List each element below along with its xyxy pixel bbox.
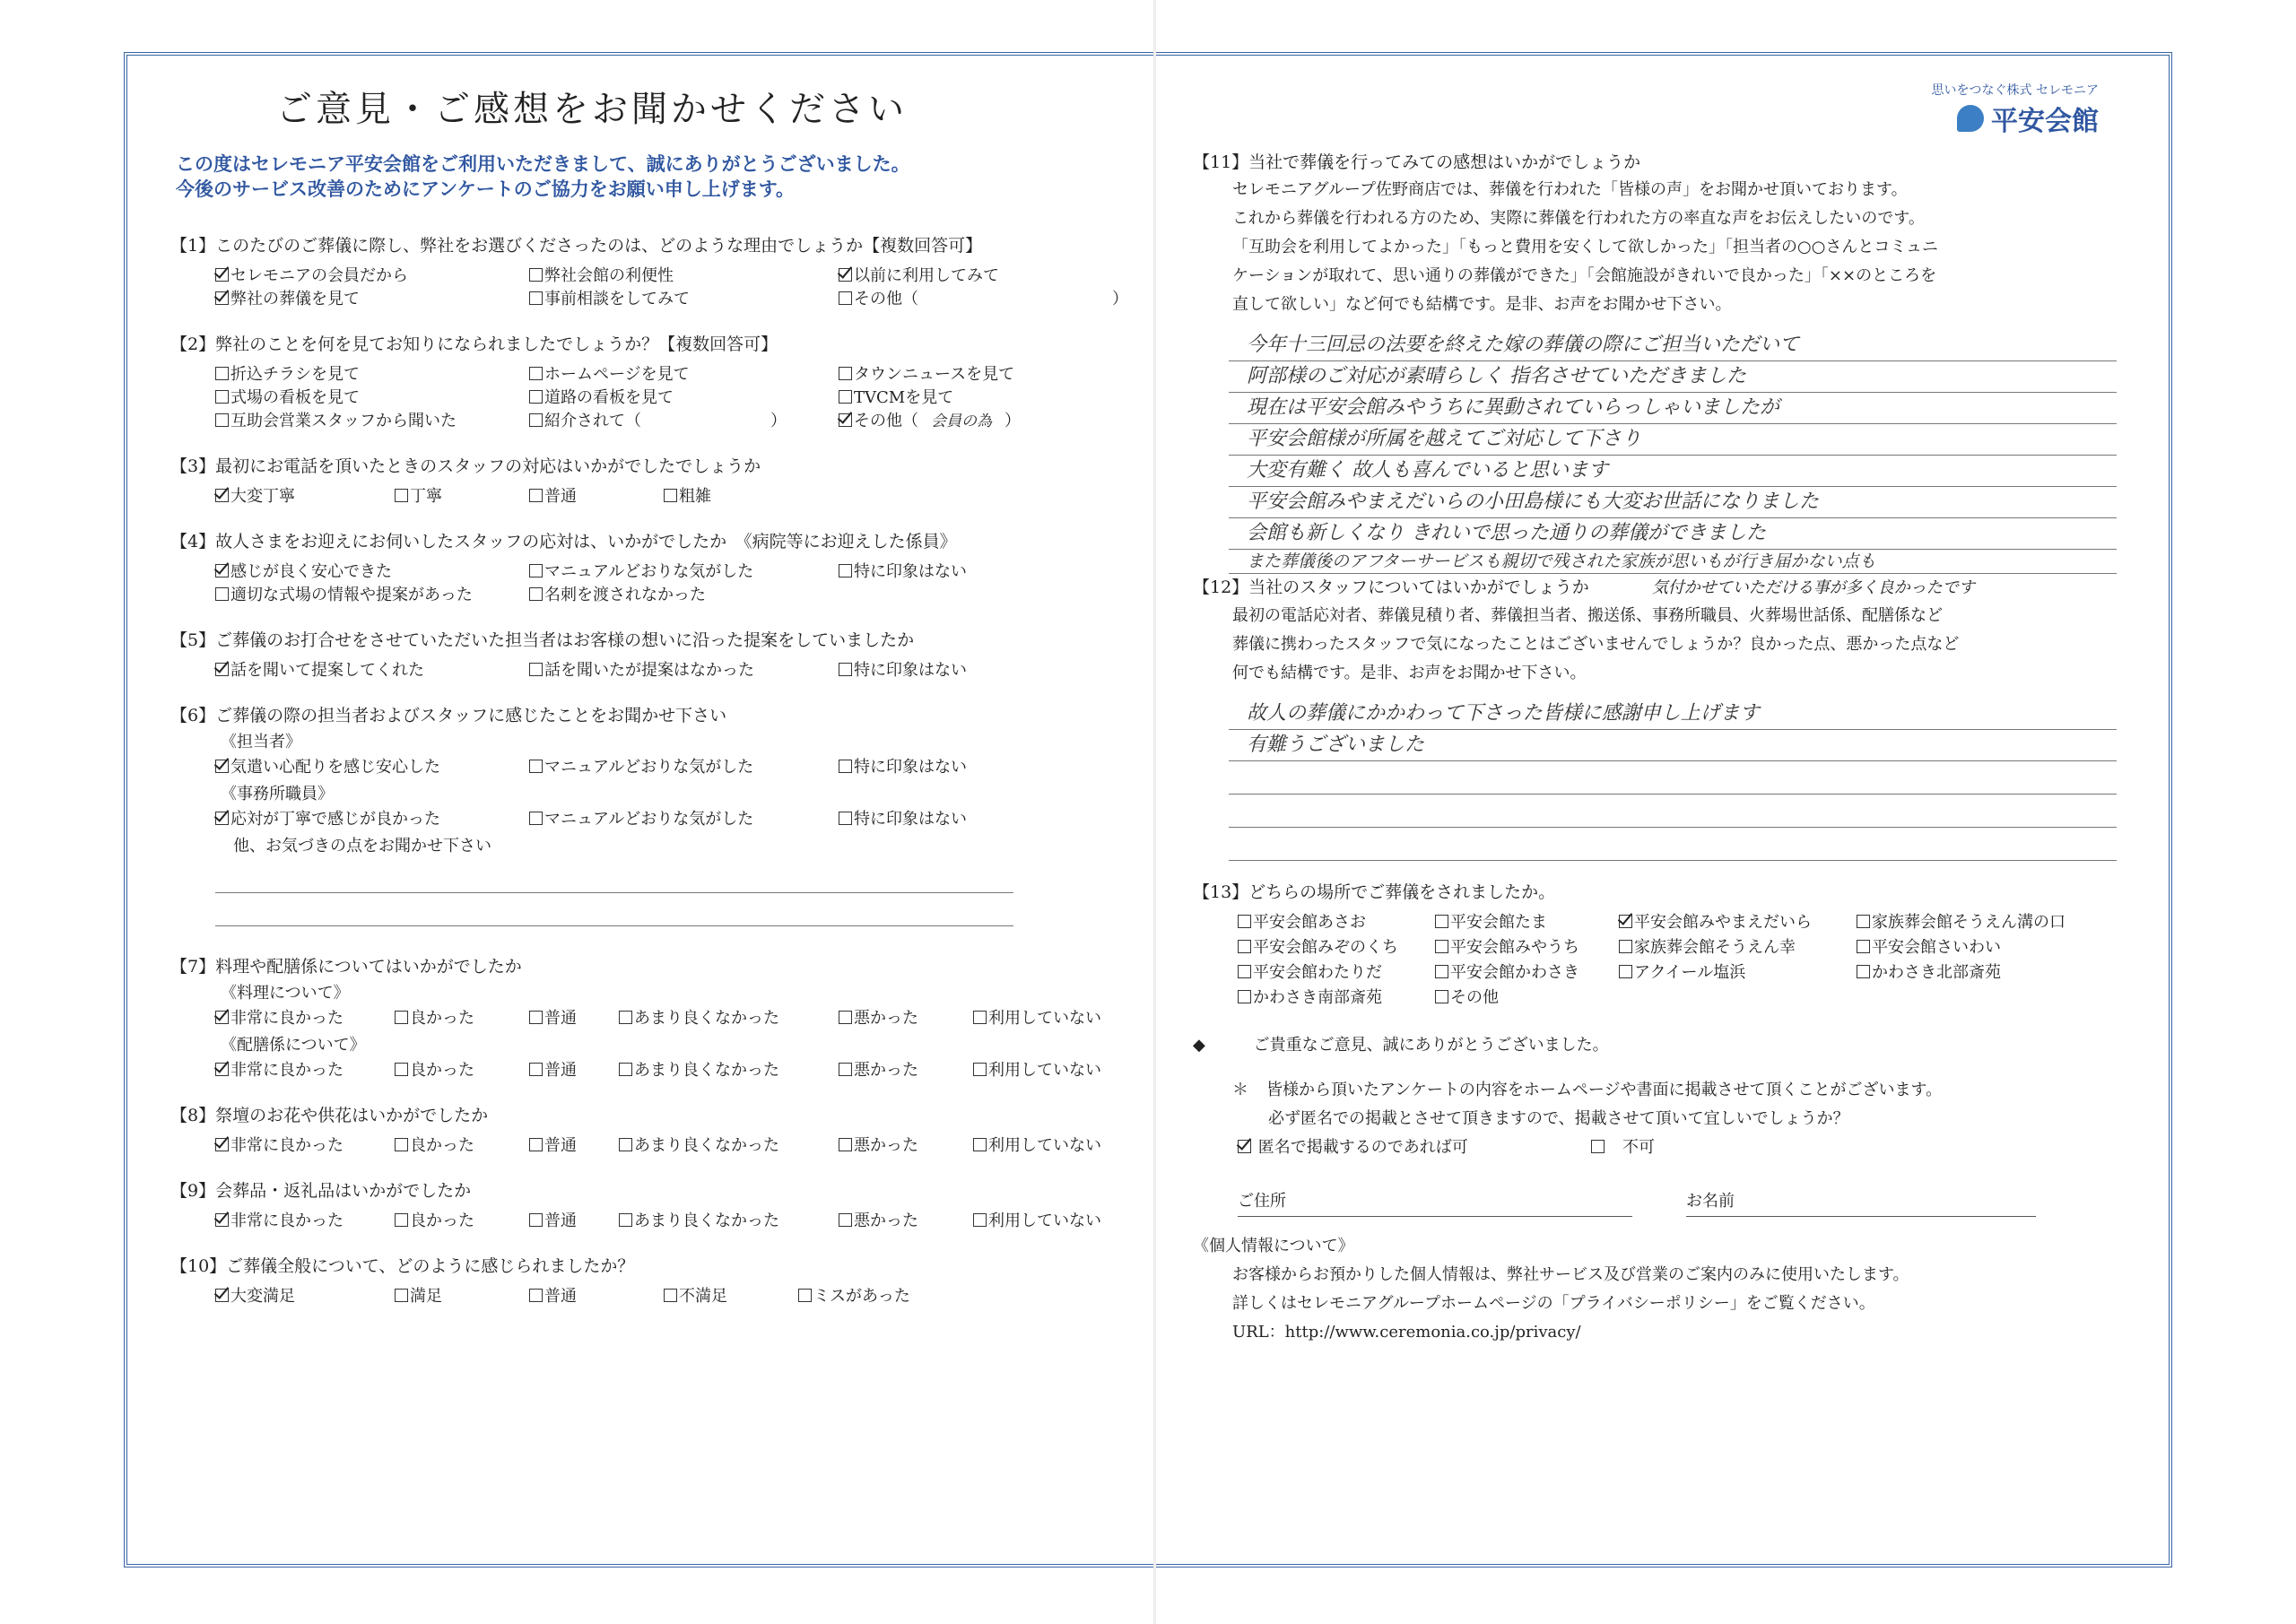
checkbox-option[interactable]: 大変丁寧 bbox=[215, 483, 295, 507]
question-text: 【11】当社で葬儀を行ってみての感想はいかがでしょうか bbox=[1193, 152, 1641, 172]
checkbox-icon[interactable] bbox=[529, 1213, 543, 1227]
handwritten-answer-line: 平安会館みやまえだいらの小田島様にも大変お世話になりました bbox=[1229, 487, 2117, 518]
checkbox-option[interactable]: 満足 bbox=[395, 1283, 442, 1307]
checkbox-option[interactable]: 道路の看板を見て bbox=[529, 385, 674, 408]
checkbox-option[interactable]: 非常に良かった bbox=[215, 1057, 344, 1081]
handwritten-answer-line: 平安会館様が所属を越えてご対応して下さり bbox=[1229, 424, 2117, 456]
checkbox-option[interactable]: 非常に良かった bbox=[215, 1133, 344, 1156]
checkbox-icon[interactable] bbox=[798, 1289, 812, 1302]
checkbox-icon[interactable] bbox=[839, 663, 852, 676]
checkbox-icon[interactable] bbox=[1857, 915, 1870, 928]
question-1 bbox=[170, 232, 1139, 313]
checkbox-option[interactable]: 名刺を渡されなかった bbox=[529, 582, 706, 605]
question-text: 【12】当社のスタッフについてはいかがでしょうか 気付かせていただける事が多く良かったです bbox=[1193, 578, 1975, 597]
checkbox-option[interactable]: 普通 bbox=[529, 1057, 577, 1081]
question-text: 【2】弊社のことを何を見てお知りになられましたでしょうか？【複数回答可】 bbox=[170, 334, 778, 354]
diamond-icon: ◆ bbox=[1193, 1036, 1205, 1055]
question-11 bbox=[1193, 149, 2135, 574]
checkbox-option[interactable]: かわさき北部斎苑 bbox=[1857, 960, 2001, 983]
logo-mark-icon bbox=[1957, 105, 1984, 132]
checkbox-option[interactable]: アクイール塩浜 bbox=[1619, 960, 1745, 983]
handwritten-answer-line: 阿部様のご対応が素晴らしく 指名させていただきました bbox=[1229, 361, 2117, 393]
checkbox-icon[interactable] bbox=[1238, 915, 1251, 928]
checkbox-option[interactable]: 家族葬会館そうえん溝の口 bbox=[1857, 909, 2066, 933]
checkbox-icon[interactable] bbox=[215, 489, 229, 502]
checkbox-icon[interactable] bbox=[1435, 990, 1448, 1003]
checkbox-option[interactable]: 事前相談をしてみて bbox=[529, 286, 690, 309]
question-text: 【9】会葬品・返礼品はいかがでしたか bbox=[170, 1181, 472, 1201]
checkbox-option[interactable]: 気遣い心配りを感じ安心した bbox=[215, 754, 440, 777]
checkbox-icon[interactable] bbox=[529, 1063, 543, 1076]
checkbox-icon[interactable] bbox=[619, 1063, 632, 1076]
checkbox-icon[interactable] bbox=[1238, 1140, 1251, 1153]
checkbox-option[interactable]: 適切な式場の情報や提案があった bbox=[215, 582, 473, 605]
checkbox-icon[interactable] bbox=[395, 1289, 408, 1302]
checkbox-option[interactable]: ミスがあった bbox=[798, 1283, 910, 1307]
checkbox-option[interactable]: 互助会営業スタッフから聞いた bbox=[215, 408, 457, 431]
options-row bbox=[170, 654, 1139, 684]
checkbox-option[interactable]: マニュアルどおりな気がした bbox=[529, 806, 753, 829]
checkbox-icon[interactable] bbox=[215, 663, 229, 676]
right-column bbox=[1193, 72, 2135, 1347]
checkbox-icon[interactable] bbox=[529, 1138, 543, 1151]
checkbox-icon[interactable] bbox=[215, 390, 229, 404]
checkbox-icon[interactable] bbox=[215, 564, 229, 578]
checkbox-icon[interactable] bbox=[1619, 965, 1632, 978]
checkbox-icon[interactable] bbox=[839, 1138, 852, 1151]
checkbox-option[interactable]: 普通 bbox=[529, 1283, 577, 1307]
question-3 bbox=[170, 453, 1139, 510]
checkbox-icon[interactable] bbox=[529, 587, 543, 601]
question-text: 【1】このたびのご葬儀に際し、弊社をお選びくださったのは、どのような理由でしょうか【複数回答可】 bbox=[170, 236, 983, 256]
checkbox-option[interactable]: 不可 bbox=[1591, 1133, 1655, 1162]
logo-tagline: 思いをつなぐ株式 セレモニア bbox=[1931, 83, 2099, 98]
checkbox-option[interactable]: 平安会館かわさき bbox=[1435, 960, 1579, 983]
question-10 bbox=[170, 1253, 1139, 1310]
checkbox-icon[interactable] bbox=[529, 760, 543, 773]
checkbox-icon[interactable] bbox=[1591, 1140, 1605, 1153]
checkbox-option[interactable]: 弊社の葬儀を見て bbox=[215, 286, 360, 309]
intro-line: この度はセレモニア平安会館をご利用いただきまして、誠にありがとうございました。 bbox=[176, 152, 910, 175]
checkbox-option[interactable]: 非常に良かった bbox=[215, 1208, 344, 1231]
question-2 bbox=[170, 331, 1139, 435]
checkbox-option[interactable]: 普通 bbox=[529, 1133, 577, 1156]
checkbox-icon[interactable] bbox=[215, 587, 229, 601]
question-6 bbox=[170, 702, 1139, 926]
checkbox-icon[interactable] bbox=[839, 760, 852, 773]
handwritten-answer-line: また葬儀後のアフターサービスも親切で残された家族が思いもが行き届かない点も bbox=[1229, 550, 2117, 574]
checkbox-option[interactable]: 式場の看板を見て bbox=[215, 385, 360, 408]
checkbox-icon[interactable] bbox=[1619, 915, 1632, 928]
checkbox-icon[interactable] bbox=[529, 291, 543, 305]
checkbox-option[interactable]: 平安会館さいわい bbox=[1857, 934, 2001, 958]
checkbox-option[interactable]: 家族葬会館そうえん幸 bbox=[1619, 934, 1796, 958]
answer-line bbox=[1229, 761, 2117, 795]
checkbox-icon[interactable] bbox=[529, 1289, 543, 1302]
handwritten-answer-line: 有難うございました bbox=[1229, 730, 2117, 761]
checkbox-option[interactable]: 特に印象はない bbox=[839, 754, 967, 777]
checkbox-option[interactable]: 特に印象はない bbox=[839, 559, 967, 582]
answer-line bbox=[1229, 795, 2117, 828]
handwritten-answer-line: 大変有難く 故人も喜んでいると思います bbox=[1229, 456, 2117, 487]
checkbox-option[interactable]: 応対が丁寧で感じが良かった bbox=[215, 806, 440, 829]
checkbox-option[interactable]: 平安会館みやうち bbox=[1435, 934, 1579, 958]
checkbox-icon[interactable] bbox=[973, 1063, 987, 1076]
checkbox-icon[interactable] bbox=[1435, 915, 1448, 928]
checkbox-icon[interactable] bbox=[1238, 940, 1251, 953]
name-field[interactable]: お名前 bbox=[1686, 1187, 2036, 1217]
checkbox-option[interactable]: 悪かった bbox=[839, 1208, 918, 1231]
checkbox-option[interactable]: 粗雑 bbox=[664, 483, 711, 507]
options-row bbox=[170, 751, 1139, 781]
checkbox-option[interactable]: その他（ 会員の為 ） bbox=[839, 408, 1021, 431]
answer-area[interactable] bbox=[1229, 699, 2117, 861]
checkbox-icon[interactable] bbox=[529, 812, 543, 825]
checkbox-icon[interactable] bbox=[215, 268, 229, 282]
checkbox-option[interactable]: 平安会館わたりだ bbox=[1238, 960, 1382, 983]
checkbox-option[interactable]: 非常に良かった bbox=[215, 1005, 344, 1029]
checkbox-icon[interactable] bbox=[215, 760, 229, 773]
sub-heading: 他、お気づきの点をお聞かせ下さい bbox=[233, 837, 491, 855]
checkbox-icon[interactable] bbox=[1435, 940, 1448, 953]
checkbox-option[interactable]: 平安会館たま bbox=[1435, 909, 1547, 933]
checkbox-icon[interactable] bbox=[215, 1289, 229, 1302]
question-description: 最初の電話応対者、葬儀見積り者、葬儀担当者、搬送係、事務所職員、火葬場世話係、配膳係など 葬儀に携わったスタッフで気になったことはございませんでしょうか？良かった点、悪かった点など 何でも結構です。是非、お声をお聞かせ下さい。 bbox=[1232, 606, 1960, 682]
checkbox-option[interactable]: 弊社会館の利便性 bbox=[529, 263, 674, 286]
checkbox-icon[interactable] bbox=[619, 1138, 632, 1151]
privacy-title: 《個人情報について》 bbox=[1193, 1237, 1354, 1255]
checkbox-option[interactable]: 悪かった bbox=[839, 1133, 918, 1156]
options-row bbox=[170, 480, 1139, 510]
checkbox-option[interactable]: マニュアルどおりな気がした bbox=[529, 559, 753, 582]
checkbox-icon[interactable] bbox=[839, 1063, 852, 1076]
checkbox-option[interactable]: 丁寧 bbox=[395, 483, 442, 507]
checkbox-option[interactable]: あまり良くなかった bbox=[619, 1208, 779, 1231]
intro-line: 今後のサービス改善のためにアンケートのご協力をお願い申し上げます。 bbox=[176, 178, 796, 200]
options-row bbox=[170, 404, 1139, 435]
handwritten-answer-line: 故人の葬儀にかかわって下さった皆様に感謝申し上げます bbox=[1229, 699, 2117, 730]
checkbox-option[interactable]: 感じが良く安心できた bbox=[215, 559, 392, 582]
checkbox-icon[interactable] bbox=[215, 1138, 229, 1151]
publish-options bbox=[1232, 1133, 2135, 1162]
checkbox-option[interactable]: 大変満足 bbox=[215, 1283, 295, 1307]
checkbox-icon[interactable] bbox=[215, 367, 229, 380]
checkbox-icon[interactable] bbox=[839, 812, 852, 825]
options-row bbox=[170, 282, 1139, 313]
handwritten-answer-line: 現在は平安会館みやうちに異動されていらっしゃいましたが bbox=[1229, 393, 2117, 424]
checkbox-icon[interactable] bbox=[973, 1213, 987, 1227]
checkbox-icon[interactable] bbox=[839, 291, 852, 305]
checkbox-icon[interactable] bbox=[395, 1063, 408, 1076]
checkbox-icon[interactable] bbox=[395, 1011, 408, 1024]
thanks-section bbox=[1193, 1031, 2135, 1060]
question-9 bbox=[170, 1177, 1139, 1235]
checkbox-icon[interactable] bbox=[529, 413, 543, 427]
checkbox-option[interactable]: 普通 bbox=[529, 483, 577, 507]
checkbox-option[interactable]: TVCMを見て bbox=[839, 385, 953, 408]
rating-row bbox=[170, 1002, 1139, 1032]
rating-row bbox=[170, 1129, 1139, 1159]
checkbox-icon[interactable] bbox=[395, 489, 408, 502]
options-row bbox=[170, 1280, 1139, 1310]
checkbox-option[interactable]: あまり良くなかった bbox=[619, 1057, 779, 1081]
checkbox-option[interactable]: 普通 bbox=[529, 1005, 577, 1029]
checkbox-option[interactable]: その他 bbox=[1435, 985, 1499, 1008]
rating-row bbox=[170, 1204, 1139, 1235]
question-description: セレモニアグループ佐野商店では、葬儀を行われた「皆様の声」をお聞かせ頂いております。 これから葬儀を行われる方のため、実際に葬儀を行われた方の率直な声をお伝えしたいのです。 「互助会を利用してよかった」「もっと費用を安くして欲しかった」「担当者の○○さんとコミュニ ケーションが取れて、思い通りの葬儀ができた」「会館施設がきれいで良かった」「××のところを 直して欲しい」など何でも結構です。是非、お声をお聞かせ下さい。 bbox=[1232, 180, 1939, 314]
checkbox-icon[interactable] bbox=[664, 489, 677, 502]
checkbox-option[interactable]: 良かった bbox=[395, 1133, 474, 1156]
checkbox-icon[interactable] bbox=[215, 1213, 229, 1227]
asterisk-icon: ＊ bbox=[1232, 1081, 1248, 1099]
sub-heading: 《事務所職員》 bbox=[221, 785, 334, 803]
question-5 bbox=[170, 627, 1139, 684]
checkbox-option[interactable]: 良かった bbox=[395, 1005, 474, 1029]
logo-name: 平安会館 bbox=[1991, 106, 2099, 137]
checkbox-option[interactable]: あまり良くなかった bbox=[619, 1005, 779, 1029]
checkbox-icon[interactable] bbox=[529, 564, 543, 578]
checkbox-option[interactable]: 利用していない bbox=[973, 1208, 1101, 1231]
handwritten-answer-line: 今年十三回忌の法要を終えた嫁の葬儀の際にご担当いただいて bbox=[1229, 330, 2117, 361]
checkbox-option[interactable]: 紹介されて（ ） bbox=[529, 408, 787, 431]
checkbox-icon[interactable] bbox=[215, 1063, 229, 1076]
checkbox-icon[interactable] bbox=[619, 1011, 632, 1024]
checkbox-option[interactable]: 利用していない bbox=[973, 1005, 1101, 1029]
checkbox-option[interactable]: 特に印象はない bbox=[839, 806, 967, 829]
checkbox-icon[interactable] bbox=[215, 291, 229, 305]
checkbox-icon[interactable] bbox=[215, 812, 229, 825]
options-row bbox=[170, 803, 1139, 833]
checkbox-option[interactable]: 話を聞いて提案してくれた bbox=[215, 657, 424, 681]
checkbox-option[interactable]: あまり良くなかった bbox=[619, 1133, 779, 1156]
checkbox-option[interactable]: 平安会館あさお bbox=[1238, 909, 1366, 933]
options-row bbox=[1193, 981, 2135, 1012]
checkbox-icon[interactable] bbox=[1238, 990, 1251, 1003]
handwritten-note: 気付かせていただける事が多く良かったです bbox=[1651, 578, 1975, 597]
checkbox-option[interactable]: 悪かった bbox=[839, 1005, 918, 1029]
checkbox-icon[interactable] bbox=[839, 1011, 852, 1024]
answer-area[interactable] bbox=[1229, 330, 2117, 574]
checkbox-icon[interactable] bbox=[215, 413, 229, 427]
checkbox-icon[interactable] bbox=[839, 367, 852, 380]
checkbox-icon[interactable] bbox=[839, 413, 852, 427]
checkbox-option[interactable]: ホームページを見て bbox=[529, 361, 690, 385]
handwritten-answer-line: 会館も新しくなり きれいで思った通りの葬儀ができました bbox=[1229, 518, 2117, 550]
checkbox-option[interactable]: 悪かった bbox=[839, 1057, 918, 1081]
checkbox-icon[interactable] bbox=[1857, 940, 1870, 953]
checkbox-icon[interactable] bbox=[529, 367, 543, 380]
question-text: 【8】祭壇のお花や供花はいかがでしたか bbox=[170, 1106, 489, 1125]
checkbox-icon[interactable] bbox=[839, 390, 852, 404]
checkbox-icon[interactable] bbox=[619, 1213, 632, 1227]
checkbox-option[interactable]: セレモニアの会員だから bbox=[215, 263, 408, 286]
question-text: 【13】どちらの場所でご葬儀をされましたか。 bbox=[1193, 882, 1556, 902]
checkbox-option[interactable]: 平安会館みやまえだいら bbox=[1619, 909, 1812, 933]
contact-fields bbox=[1238, 1180, 2135, 1225]
question-text: 【4】故人さまをお迎えにお伺いしたスタッフの応対は、いかがでしたか 《病院等にお迎えした係員》 bbox=[170, 532, 957, 551]
company-logo bbox=[1932, 81, 2099, 138]
checkbox-icon[interactable] bbox=[839, 268, 852, 282]
question-4 bbox=[170, 528, 1139, 609]
question-13 bbox=[1193, 879, 2135, 1012]
question-8 bbox=[170, 1102, 1139, 1159]
rating-row bbox=[170, 1054, 1139, 1084]
handwritten-note: 会員の為 bbox=[931, 413, 992, 430]
answer-line[interactable] bbox=[215, 860, 1013, 893]
checkbox-icon[interactable] bbox=[529, 268, 543, 282]
options-row bbox=[170, 578, 1139, 609]
checkbox-icon[interactable] bbox=[1619, 940, 1632, 953]
checkbox-option[interactable]: 特に印象はない bbox=[839, 657, 967, 681]
checkbox-option[interactable]: 平安会館みぞのくち bbox=[1238, 934, 1398, 958]
question-text: 【3】最初にお電話を頂いたときのスタッフの対応はいかがでしたでしょうか bbox=[170, 456, 761, 476]
publish-section: ＊ 皆様から頂いたアンケートの内容をホームページや書面に掲載させて頂くことがございます。 必ず匿名での掲載とさせて頂きますので、掲載させて頂いて宜しいでしょうか？ 匿名で掲載するのであれば可 不可 bbox=[1232, 1076, 2135, 1162]
checkbox-icon[interactable] bbox=[529, 1011, 543, 1024]
checkbox-option[interactable]: 以前に利用してみて bbox=[839, 263, 999, 286]
checkbox-icon[interactable] bbox=[1857, 965, 1870, 978]
checkbox-icon[interactable] bbox=[1238, 965, 1251, 978]
page-fold bbox=[1153, 0, 1156, 1624]
question-12 bbox=[1193, 574, 2135, 861]
checkbox-option[interactable]: かわさき南部斎苑 bbox=[1238, 985, 1382, 1008]
checkbox-icon[interactable] bbox=[1435, 965, 1448, 978]
question-7 bbox=[170, 953, 1139, 1084]
checkbox-option[interactable]: 不満足 bbox=[664, 1283, 727, 1307]
answer-line bbox=[1229, 828, 2117, 861]
checkbox-option[interactable]: 折込チラシを見て bbox=[215, 361, 360, 385]
checkbox-icon[interactable] bbox=[395, 1213, 408, 1227]
question-text: 【6】ご葬儀の際の担当者およびスタッフに感じたことをお聞かせ下さい bbox=[170, 706, 727, 725]
checkbox-icon[interactable] bbox=[215, 1011, 229, 1024]
question-text: 【5】ご葬儀のお打合せをさせていただいた担当者はお客様の想いに沿った提案をしていましたか bbox=[170, 630, 915, 650]
privacy-section: 《個人情報について》 お客様からお預かりした個人情報は、弊社サービス及び営業のご案内のみに使用いたします。 詳しくはセレモニアグループホームページの「プライバシーポリシー」をご覧ください。 URL：http://www.ceremonia.co.jp/privacy/ bbox=[1193, 1232, 2135, 1347]
checkbox-option[interactable]: 話を聞いたが提案はなかった bbox=[529, 657, 754, 681]
thanks-text: ご貴重なご意見、誠にありがとうございました。 bbox=[1253, 1036, 1609, 1055]
question-text: 【7】料理や配膳係についてはいかがでしたか bbox=[170, 957, 522, 977]
checkbox-icon[interactable] bbox=[529, 489, 543, 502]
checkbox-option[interactable]: 利用していない bbox=[973, 1133, 1101, 1156]
checkbox-icon[interactable] bbox=[839, 1213, 852, 1227]
checkbox-icon[interactable] bbox=[395, 1138, 408, 1151]
page-title: ご意見・ご感想をお聞かせください bbox=[276, 89, 908, 130]
checkbox-icon[interactable] bbox=[529, 390, 543, 404]
intro-text bbox=[176, 152, 1139, 202]
checkbox-option[interactable]: タウンニュースを見て bbox=[839, 361, 1014, 385]
logo-main bbox=[1932, 99, 2099, 138]
checkbox-icon[interactable] bbox=[973, 1011, 987, 1024]
question-text: 【10】ご葬儀全般について、どのように感じられましたか？ bbox=[170, 1256, 635, 1276]
checkbox-icon[interactable] bbox=[973, 1138, 987, 1151]
privacy-url[interactable]: URL：http://www.ceremonia.co.jp/privacy/ bbox=[1232, 1323, 1581, 1342]
checkbox-option[interactable]: その他（ ） bbox=[839, 286, 1128, 309]
checkbox-option[interactable]: 良かった bbox=[395, 1208, 474, 1231]
address-field[interactable]: ご住所 bbox=[1238, 1187, 1632, 1217]
checkbox-icon[interactable] bbox=[839, 564, 852, 578]
checkbox-option[interactable]: 良かった bbox=[395, 1057, 474, 1081]
sub-heading: 《配膳係について》 bbox=[221, 1036, 366, 1055]
checkbox-option[interactable]: 利用していない bbox=[973, 1057, 1101, 1081]
checkbox-option[interactable]: マニュアルどおりな気がした bbox=[529, 754, 753, 777]
checkbox-option[interactable]: 普通 bbox=[529, 1208, 577, 1231]
answer-line[interactable] bbox=[215, 893, 1013, 926]
sub-heading: 《担当者》 bbox=[221, 733, 301, 751]
checkbox-option[interactable]: 匿名で掲載するのであれば可 bbox=[1238, 1133, 1468, 1162]
checkbox-icon[interactable] bbox=[529, 663, 543, 676]
checkbox-icon[interactable] bbox=[664, 1289, 677, 1302]
left-column bbox=[170, 72, 1139, 1310]
sub-heading: 《料理について》 bbox=[221, 984, 350, 1003]
